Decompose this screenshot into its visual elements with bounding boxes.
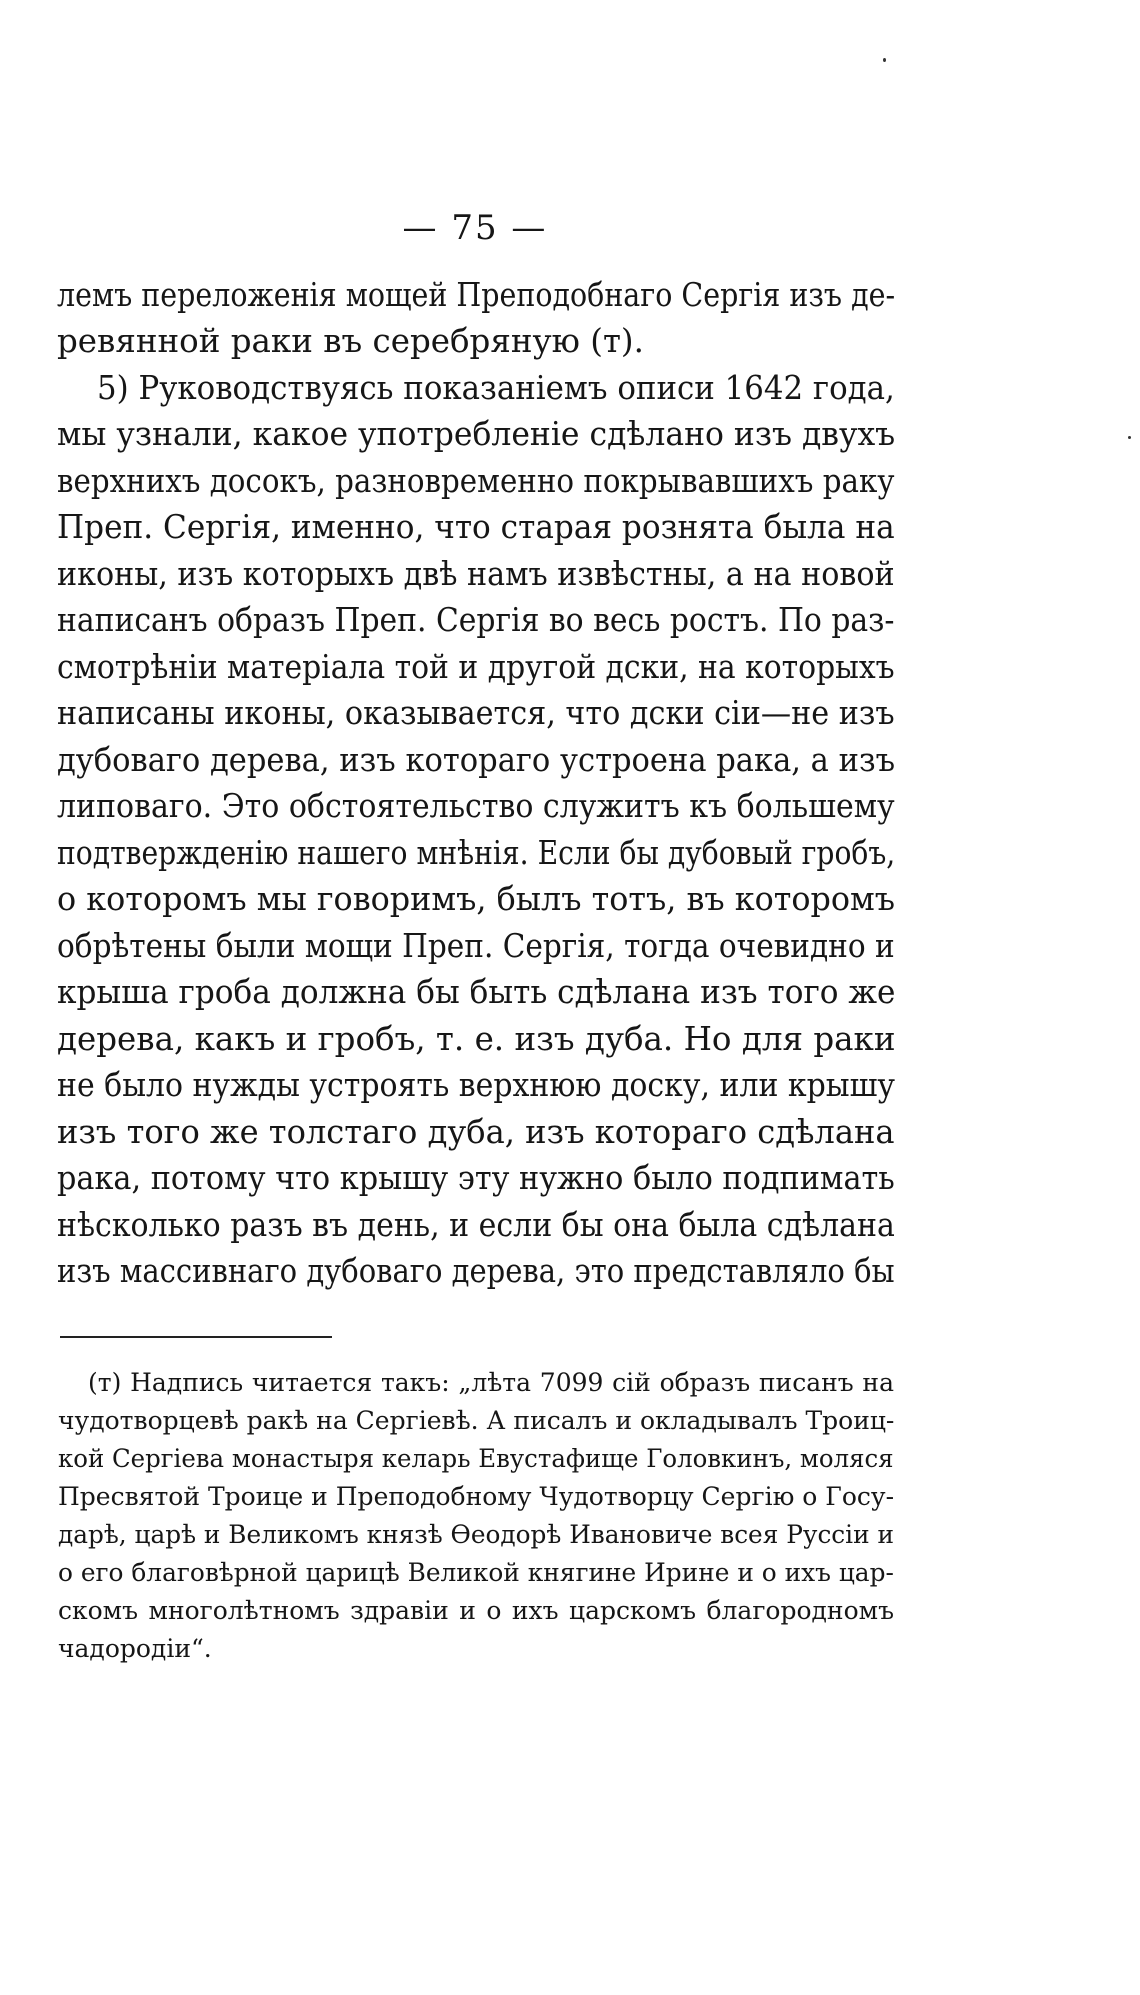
footnote-line: кой Сергіева монастыря келарь Евустафище Головкинъ, моляся xyxy=(58,1444,894,1473)
body-line: написаны иконы, оказывается, что дски сіи—не изъ xyxy=(57,694,895,732)
body-line: о которомъ мы говоримъ, былъ тотъ, въ которомъ xyxy=(57,880,896,918)
body-line: 5) Руководствуясь показаніемъ описи 1642 года, xyxy=(97,369,895,407)
body-line: изъ массивнаго дубоваго дерева, это представляло бы xyxy=(57,1252,895,1290)
page-number: — 75 — xyxy=(402,208,548,248)
body-line: крыша гроба должна бы быть сдѣлана изъ того же xyxy=(57,973,896,1011)
footnote-line: чудотворцевѣ ракѣ на Сергіевѣ. А писалъ и окладывалъ Троиц- xyxy=(58,1406,895,1435)
body-line: смотрѣніи матеріала той и другой дски, на которыхъ xyxy=(57,648,895,686)
body-line: мы узнали, какое употребленіе сдѣлано изъ двухъ xyxy=(57,415,896,453)
body-line: ревянной раки въ серебряную (т). xyxy=(57,322,644,360)
footnote-line: о его благовѣрной царицѣ Великой княгине Ирине и о ихъ цар- xyxy=(58,1558,894,1587)
body-line: подтвержденію нашего мнѣнія. Если бы дубовый гробъ, xyxy=(57,834,896,872)
body-line: нѣсколько разъ въ день, и если бы она была сдѣлана xyxy=(57,1206,895,1244)
body-line: Преп. Сергія, именно, что старая рознята была на xyxy=(57,508,895,546)
body-line: обрѣтены были мощи Преп. Сергія, тогда очевидно и xyxy=(57,927,895,965)
body-line: иконы, изъ которыхъ двѣ намъ извѣстны, а на новой xyxy=(57,555,895,593)
body-line: верхнихъ досокъ, разновременно покрывавшихъ раку xyxy=(57,462,895,500)
footnote-rule xyxy=(60,1336,332,1338)
footnote-line: (т) Надпись читается такъ: „лѣта 7099 сій образъ писанъ на xyxy=(88,1368,894,1397)
scan-speck xyxy=(883,58,886,62)
body-line: не было нужды устроять верхнюю доску, или крышу xyxy=(57,1066,896,1104)
footnote-line: Пресвятой Троице и Преподобному Чудотворцу Сергію о Госу- xyxy=(58,1482,895,1511)
footnote-line: дарѣ, царѣ и Великомъ князѣ Ѳеодорѣ Ивановиче всея Руссіи и xyxy=(58,1520,894,1549)
body-line: лемъ переложенія мощей Преподобнаго Сергія изъ де- xyxy=(57,276,896,314)
body-line: изъ того же толстаго дуба, изъ котораго сдѣлана xyxy=(57,1113,895,1151)
scan-speck xyxy=(1128,436,1131,439)
footnote-line: скомъ многолѣтномъ здравіи и о ихъ царскомъ благородномъ xyxy=(58,1596,894,1625)
body-line: рака, потому что крышу эту нужно было подпимать xyxy=(57,1159,895,1197)
body-line: написанъ образъ Преп. Сергія во весь ростъ. По раз- xyxy=(57,601,895,639)
body-line: липоваго. Это обстоятельство служитъ къ большему xyxy=(57,787,895,825)
footnote-line: чадородіи“. xyxy=(58,1634,212,1663)
body-line: дерева, какъ и гробъ, т. е. изъ дуба. Но для раки xyxy=(57,1020,896,1058)
body-line: дубоваго дерева, изъ котораго устроена рака, а изъ xyxy=(57,741,896,779)
